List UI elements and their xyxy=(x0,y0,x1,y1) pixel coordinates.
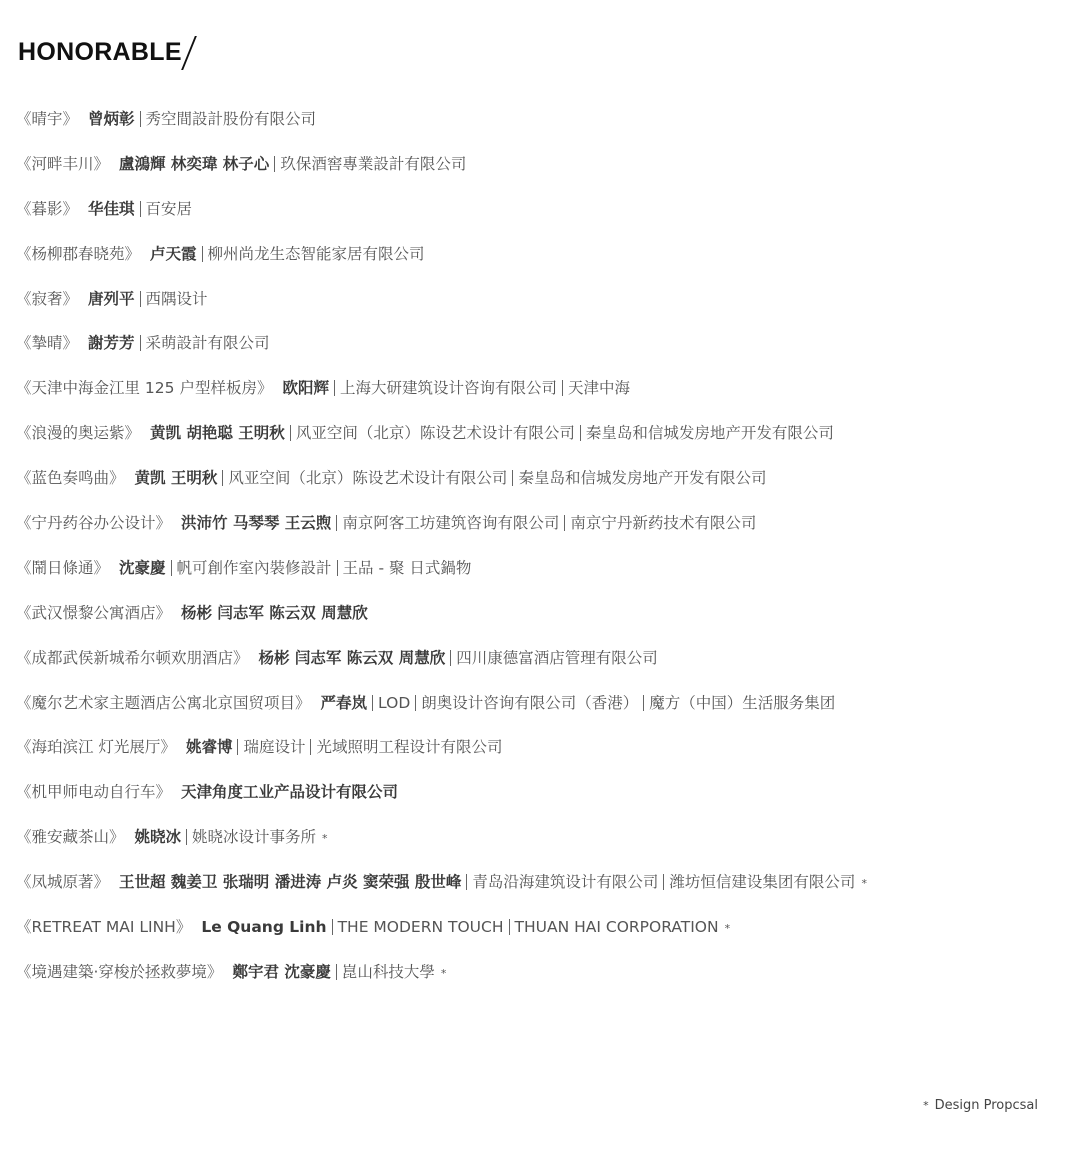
work-title: 《蓝色奏鸣曲》 xyxy=(16,469,125,488)
designer-names: 洪沛竹 马琴琴 王云煦 xyxy=(181,514,332,533)
award-entry xyxy=(16,373,1066,418)
footnote-star-icon: * xyxy=(923,1099,929,1112)
work-title: 《宁丹药谷办公设计》 xyxy=(16,514,172,533)
company-name: 玖保酒窖專業設計有限公司 xyxy=(280,154,467,173)
separator xyxy=(140,201,141,217)
award-entry xyxy=(16,239,1066,284)
work-title: 《寂奢》 xyxy=(16,289,79,308)
work-title: 《摯晴》 xyxy=(16,334,79,353)
award-entry xyxy=(16,912,1066,957)
separator xyxy=(450,650,451,666)
company-name: THUAN HAI CORPORATION xyxy=(514,918,719,937)
separator xyxy=(336,964,337,980)
company-name: 柳州尚龙生态智能家居有限公司 xyxy=(207,244,425,263)
designer-names: 杨彬 闫志军 陈云双 周慧欣 xyxy=(258,648,446,667)
company-name: 光域照明工程设计有限公司 xyxy=(316,738,503,757)
work-title: 《暮影》 xyxy=(16,199,79,218)
award-entry xyxy=(16,867,1066,912)
company-name: LOD xyxy=(378,693,411,712)
award-entry xyxy=(16,149,1066,194)
separator xyxy=(274,156,275,172)
designer-names: 卢天霞 xyxy=(150,244,197,263)
designer-names: 唐列平 xyxy=(88,289,135,308)
designer-names: 鄭宇君 沈豪慶 xyxy=(232,962,331,981)
work-title: 《魔尔艺术家主题酒店公寓北京国贸项目》 xyxy=(16,693,311,712)
work-title: 《武汉憬黎公寓酒店》 xyxy=(16,603,172,622)
award-list xyxy=(16,104,1066,1002)
work-title: 《海珀滨江 灯光展厅》 xyxy=(16,738,176,757)
designer-names: 杨彬 闫志军 陈云双 周慧欣 xyxy=(181,603,368,622)
work-title: 《浪漫的奥运紫》 xyxy=(16,424,141,443)
designer-names: 天津角度工业产品设计有限公司 xyxy=(181,783,399,802)
award-entry xyxy=(16,463,1066,508)
company-name: 秀空間設計股份有限公司 xyxy=(145,110,317,128)
separator xyxy=(310,739,311,755)
separator xyxy=(140,291,141,307)
work-title: 《雅安藏茶山》 xyxy=(16,828,125,847)
award-entry xyxy=(16,822,1066,867)
award-entry xyxy=(16,643,1066,688)
designer-names: 严春岚 xyxy=(320,693,368,712)
separator xyxy=(336,515,337,531)
company-name: 南京阿客工坊建筑咨询有限公司 xyxy=(342,514,560,533)
work-title: 《成都武侯新城希尔顿欢朋酒店》 xyxy=(16,648,249,667)
separator xyxy=(509,919,510,935)
award-entry xyxy=(16,418,1066,463)
award-entry xyxy=(16,957,1066,1002)
company-name: 秦皇岛和信城发房地产开发有限公司 xyxy=(585,424,834,443)
separator xyxy=(186,829,187,845)
company-name: THE MODERN TOUCH xyxy=(337,918,504,937)
separator xyxy=(202,246,203,262)
footnote xyxy=(923,1098,1038,1113)
proposal-star-icon: * xyxy=(724,922,731,936)
work-title: 《杨柳郡春晓苑》 xyxy=(16,244,141,263)
award-entry xyxy=(16,508,1066,553)
company-name: 天津中海 xyxy=(567,379,630,398)
work-title: 《鬧日條通》 xyxy=(16,558,110,577)
award-entry xyxy=(16,553,1066,598)
separator xyxy=(372,695,373,711)
company-name: 秦皇岛和信城发房地产开发有限公司 xyxy=(518,469,767,488)
title-slash-decoration xyxy=(181,36,197,70)
designer-names: 姚睿博 xyxy=(185,738,233,757)
separator xyxy=(512,470,513,486)
designer-names: 欧阳辉 xyxy=(282,379,329,398)
designer-names: 华佳琪 xyxy=(88,199,135,218)
separator xyxy=(222,470,223,486)
company-name: 百安居 xyxy=(145,199,193,218)
separator xyxy=(643,695,644,711)
work-title: 《凤城原著》 xyxy=(16,873,110,892)
award-entry xyxy=(16,194,1066,239)
separator xyxy=(237,739,238,755)
company-name: 采萌設計有限公司 xyxy=(145,334,270,353)
designer-names: 王世超 魏姜卫 张瑞明 潘进涛 卢炎 窦荣强 殷世峰 xyxy=(119,873,462,892)
company-name: 帆可創作室內裝修設計 xyxy=(176,558,332,577)
designer-names: 姚晓冰 xyxy=(134,828,182,847)
designer-names: 謝芳芳 xyxy=(88,334,135,353)
company-name: 风亚空间（北京）陈设艺术设计有限公司 xyxy=(295,424,575,443)
separator xyxy=(332,919,333,935)
designer-names: 黄凯 王明秋 xyxy=(134,469,218,488)
work-title: 《河畔丰川》 xyxy=(16,154,110,173)
proposal-star-icon: * xyxy=(440,966,447,980)
company-name: 王品 - 聚 日式鍋物 xyxy=(342,558,472,577)
separator xyxy=(140,335,141,351)
award-entry xyxy=(16,328,1066,373)
separator xyxy=(663,874,664,890)
award-entry xyxy=(16,732,1066,777)
company-name: 姚晓冰设计事务所 xyxy=(192,828,317,847)
company-name: 潍坊恒信建设集团有限公司 xyxy=(669,873,856,892)
company-name: 四川康德富酒店管理有限公司 xyxy=(456,648,658,667)
page-title: HONORABLE xyxy=(18,38,182,66)
work-title: 《晴宇》 xyxy=(16,110,79,128)
designer-names: 沈豪慶 xyxy=(119,558,166,577)
work-title: 《境遇建築·穿梭於拯救夢境》 xyxy=(16,962,223,981)
separator xyxy=(415,695,416,711)
designer-names: 盧鴻輝 林奕瑋 林子心 xyxy=(119,154,270,173)
header xyxy=(18,36,190,68)
award-entry xyxy=(16,598,1066,643)
proposal-star-icon: * xyxy=(861,877,867,891)
separator xyxy=(334,380,335,396)
company-name: 风亚空间（北京）陈设艺术设计有限公司 xyxy=(228,469,508,488)
company-name: 魔方（中国）生活服务集团 xyxy=(649,693,836,712)
separator xyxy=(140,111,141,127)
award-entry xyxy=(16,688,1066,733)
company-name: 朗奥设计咨询有限公司（香港） xyxy=(421,693,639,712)
separator xyxy=(337,560,338,576)
separator xyxy=(466,874,467,890)
company-name: 青岛沿海建筑设计有限公司 xyxy=(472,873,659,892)
footnote-text: Design Propcsal xyxy=(934,1098,1038,1113)
award-entry xyxy=(16,104,1066,149)
company-name: 西隅设计 xyxy=(145,289,208,308)
separator xyxy=(562,380,563,396)
separator xyxy=(290,425,291,441)
award-entry xyxy=(16,777,1066,822)
designer-names: Le Quang Linh xyxy=(201,918,327,937)
separator xyxy=(564,515,565,531)
separator xyxy=(580,425,581,441)
proposal-star-icon: * xyxy=(322,832,328,846)
designer-names: 曾炳彰 xyxy=(88,110,135,128)
separator xyxy=(171,560,172,576)
designer-names: 黄凯 胡艳聪 王明秋 xyxy=(150,424,285,443)
company-name: 崑山科技大學 xyxy=(341,962,435,981)
company-name: 南京宁丹新药技术有限公司 xyxy=(570,514,757,533)
award-entry xyxy=(16,284,1066,329)
company-name: 瑞庭设计 xyxy=(243,738,306,757)
company-name: 上海大研建筑设计咨询有限公司 xyxy=(339,379,557,398)
work-title: 《RETREAT MAI LINH》 xyxy=(16,918,192,937)
work-title: 《机甲师电动自行车》 xyxy=(16,783,172,802)
work-title: 《天津中海金江里 125 户型样板房》 xyxy=(16,379,273,398)
